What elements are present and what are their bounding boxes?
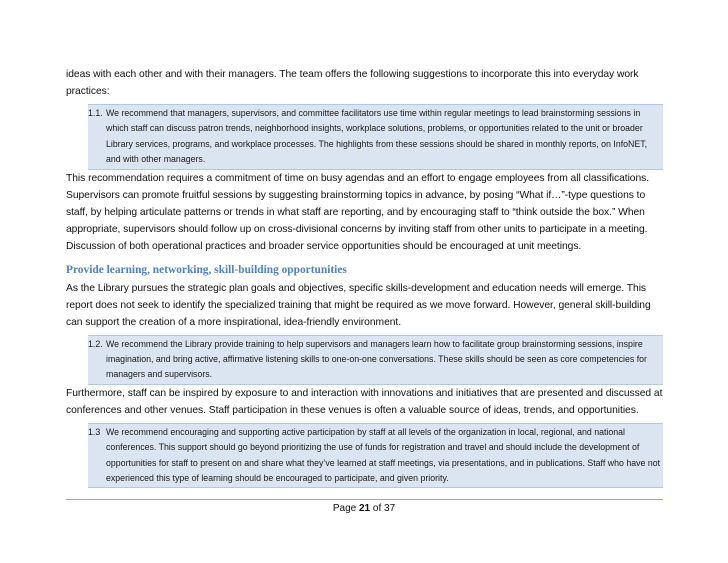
page-content	[66, 66, 663, 488]
total-pages: 37	[384, 503, 396, 514]
body-paragraph-1: This recommendation requires a commitment of time on busy agendas and an effort to engage employees from all classifications. Supervisors can promote fruitful sessions by suggesting brainstorming topics in advance, by posing “What if…”-type questions to staff, by helping articulate patterns or trends in what staff are reporting, and by encouraging staff to “think outside the box.” When appropriate, supervisors should follow up on cross-divisional concerns by inviting staff from other units to participate in a meeting. Discussion of both operational practices and broader service opportunities should be encouraged at unit meetings.	[66, 172, 650, 252]
body-paragraph-3: Furthermore, staff can be inspired by exposure to and interaction with innovations and initiatives that are presented and discussed at conferences and other venues. Staff participation in these venues is often a valuable source of ideas, trends, and opportunities.	[66, 387, 663, 416]
page-label: Page	[332, 503, 357, 514]
body-paragraph-2: As the Library pursues the strategic plan goals and objectives, specific skills-development and education needs will emerge. This report does not seek to identify the specialized training that might be required as we move forward. However, general skill-building can support the creation of a more inspirational, idea-friendly environment.	[66, 282, 651, 328]
recommendation-1-2	[88, 335, 663, 385]
recommendation-number: 1.2.	[88, 338, 103, 349]
page-number: 21	[358, 503, 371, 514]
recommendation-number: 1.3	[88, 426, 101, 437]
recommendation-number: 1.1.	[88, 108, 103, 118]
recommendation-1-3	[88, 423, 663, 489]
recommendation-text: We recommend the Library provide training to help supervisors and managers learn how to facilitate group brainstorming sessions, inspire imagination, and bring active, affirmative listening skills to one-on-one conversations. These skills should be seen as core competencies for managers and supervisors.	[106, 338, 647, 380]
footer-divider	[66, 499, 663, 500]
section-heading: Provide learning, networking, skill-building opportunities	[66, 263, 347, 276]
page-footer	[0, 503, 728, 514]
intro-paragraph: ideas with each other and with their managers. The team offers the following suggestions to incorporate this into everyday work practices:	[66, 69, 639, 97]
recommendation-text: We recommend encouraging and supporting active participation by staff at all levels of the organization in local, regional, and national conferences. This support should go beyond prioritizing the use of funds for registration and travel and should include the development of opportunities for staff to present on and share what they’ve learned at staff meetings, via presentations, and in publications. Staff who have not experienced this type of learning should be encouraged to participate, and given priority.	[106, 426, 661, 484]
recommendation-1-1	[88, 104, 663, 170]
of-label: of	[372, 503, 382, 514]
recommendation-text: We recommend that managers, supervisors, and committee facilitators use time within regular meetings to lead brainstorming sessions in which staff can discuss patron trends, neighborhood insights, workplace solutions, problems, or opportunities related to the unit or broader Library services, programs, and workplace processes. The highlights from these sessions should be shared in monthly reports, on InfoNET, and with other managers.	[106, 108, 648, 165]
